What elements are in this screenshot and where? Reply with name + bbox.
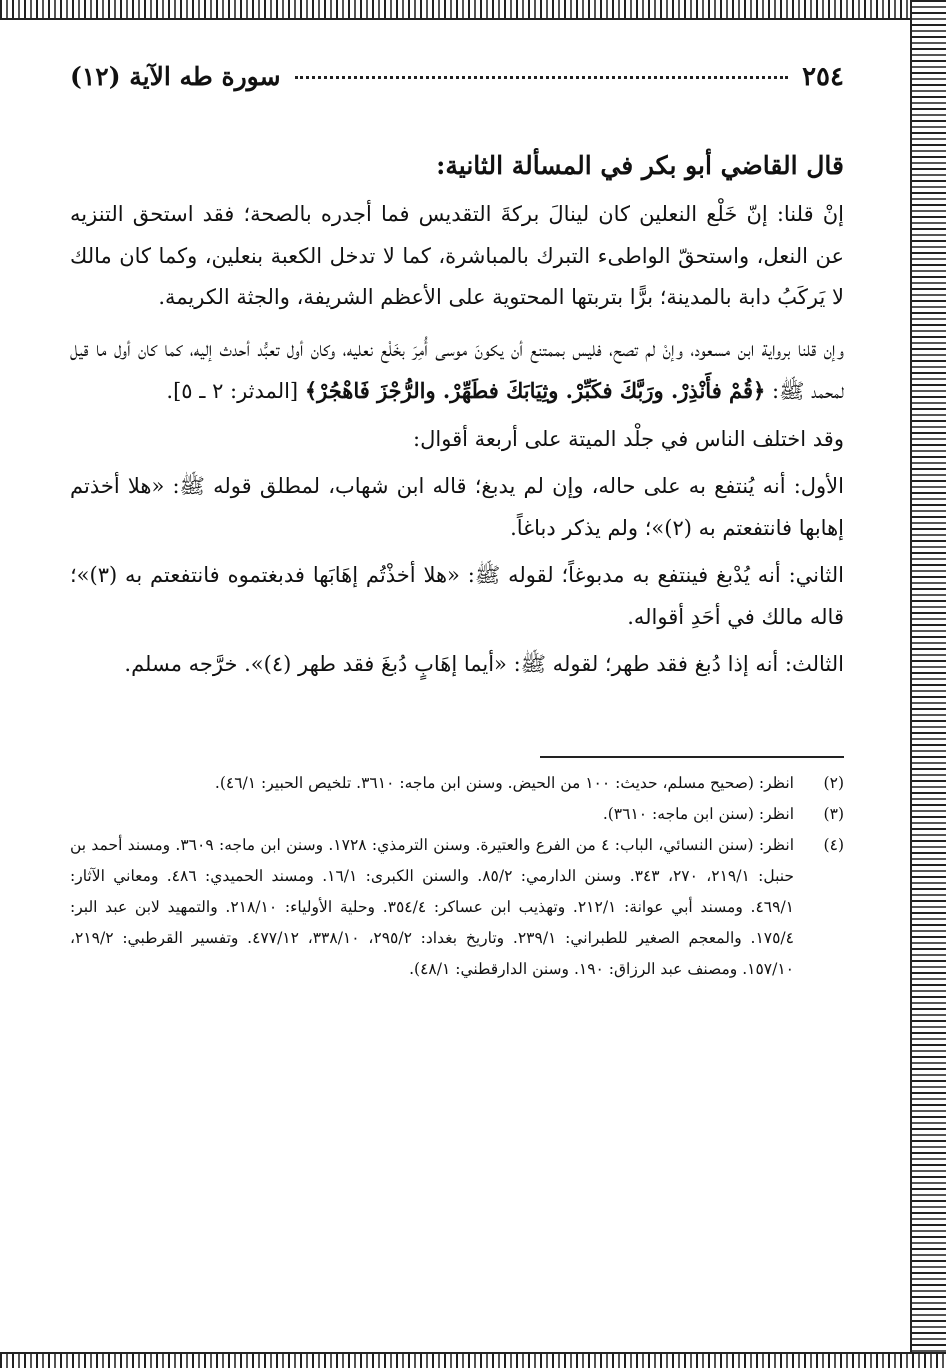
paragraph-2-text: وإن قلنا برواية ابن مسعود، وإنْ لم تصح، فليس بممتنع أن يكونَ موسى أُمِرَ بخَلْع نعليه، وكان أول تعبُّد أحدث إليه، كما كان أول ما قيل لمحمد ﷺ: <box>70 336 844 403</box>
decorative-border-right <box>910 0 946 1368</box>
section-heading: قال القاضي أبو بكر في المسألة الثانية: <box>436 151 844 180</box>
footnote-item <box>70 799 844 830</box>
paragraph-5: الثاني: أنه يُدْبغ فينتفع به مدبوغاً؛ لقوله ﷺ: «هلا أخذْتُم إهَابَها فدبغتموه فانتفعتم به (٣)»؛ قاله مالك في أحَدِ أقواله. <box>70 563 844 629</box>
header-title: سورة طه الآية (١٢) <box>70 62 281 91</box>
paragraph-1: إنْ قلنا: إنّ خَلْع النعلين كان لينالَ بركةَ التقديس فما أجدره بالصحة؛ فقد استحق التنزيه عن النعل، واستحقّ الواطىء التبرك بالمباشرة، كما لا تدخل الكعبة بنعلين، وكما كان مالك لا يَركَبُ دابة بالمدينة؛ برًّا بتربتها المحتوية على الأعظم الشريفة، والجثة الكريمة. <box>70 202 844 309</box>
book-page <box>70 62 844 1312</box>
footnote-number: (٢) <box>823 773 844 792</box>
footnotes <box>70 768 844 985</box>
decorative-border-bottom <box>0 1352 946 1368</box>
footnote-item <box>70 768 844 799</box>
running-header <box>70 62 844 96</box>
footnote-separator <box>540 756 844 758</box>
footnote-text: انظر: (صحيح مسلم، حديث: ١٠٠ من الحيض. وسنن ابن ماجه: ٣٦١٠. تلخيص الحبير: ٤٦/١). <box>214 773 794 792</box>
paragraph-3: وقد اختلف الناس في جلْد الميتة على أربعة أقوال: <box>413 426 844 451</box>
quran-verse: ﴿قُمْ فأَنْذِرْ. ورَبَّكَ فكَبِّرْ. وثِيَابَكَ فطَهِّرْ. والرُّجْزَ فَاهْجُرْ﴾ <box>304 378 766 403</box>
page-number: ٢٥٤ <box>802 62 844 92</box>
footnote-text: انظر: (سنن ابن ماجه: ٣٦١٠). <box>602 804 794 823</box>
footnote-number: (٣) <box>823 804 844 823</box>
footnote-item <box>70 830 844 985</box>
paragraph-4: الأول: أنه يُنتفع به على حاله، وإن لم يدبغ؛ قاله ابن شهاب، لمطلق قوله ﷺ: «هلا أخذتم إهابها فانتفعتم به (٢)»؛ ولم يذكر دباغاً. <box>70 474 844 540</box>
paragraph-2 <box>70 329 844 413</box>
header-leader-dots <box>295 76 789 79</box>
footnote-text: انظر: (سنن النسائي، الباب: ٤ من الفرع والعتيرة. وسنن الترمذي: ١٧٢٨. وسنن ابن ماجه: ٣٦٠٩. ومسند أحمد بن حنبل: ٢١٩/١، ٢٧٠، ٣٤٣. وسنن الدارمي: ٨٥/٢. والسنن الكبرى: ١٦/١. ومسند الحميدي: ٤٨٦. ومعاني الآثار: ٤٦٩/١. ومسند أبي عوانة: ٢١٢/١. وتهذيب ابن عساكر: ٣٥٤/٤. وحلية الأولياء: ٢١٨/١٠. والتمهيد لابن عبد البر: ١٧٥/٤. والمعجم الصغير للطبراني: ٢٣٩/١. وتاريخ بغداد: ٢٩٥/٢، ٣٣٨/١٠، ٤٧٧/١٢. وتفسير القرطبي: ٢١٩/٢، ١٥٧/١٠. ومصنف عبد الرزاق: ١٩٠. وسنن الدارقطني: ٤٨/١). <box>70 835 795 978</box>
footnote-number: (٤) <box>823 835 844 854</box>
verse-reference: [المدثر: ٢ ـ ٥]. <box>166 379 299 403</box>
paragraph-6: الثالث: أنه إذا دُبغ فقد طهر؛ لقوله ﷺ: «أيما إهَابٍ دُبغَ فقد طهر (٤)». خرَّجه مسلم. <box>124 652 844 676</box>
decorative-border-top <box>0 0 946 20</box>
